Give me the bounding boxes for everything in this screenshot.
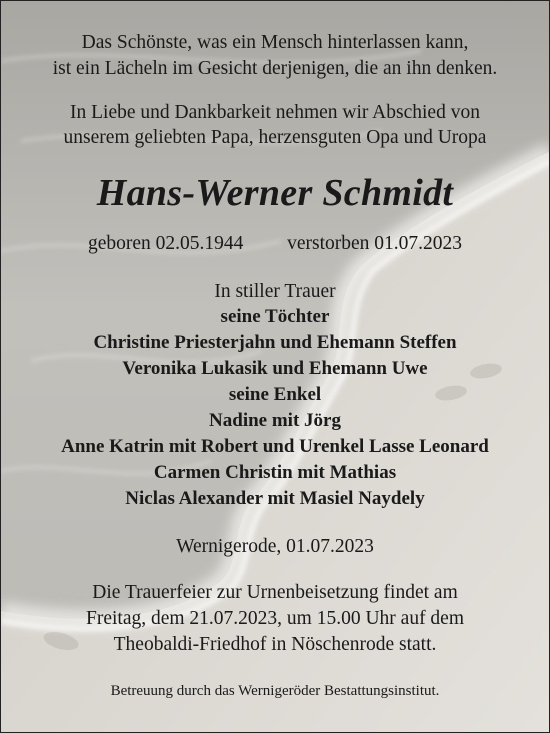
- place-date: Wernigerode, 01.07.2023: [176, 536, 374, 557]
- funeral-line-2: Freitag, dem 21.07.2023, um 15.00 Uhr auf dem: [85, 608, 465, 629]
- verse-line-2: ist ein Lächeln im Gesicht derjenigen, die an ihn denken.: [52, 58, 498, 79]
- mourner-line: Carmen Christin mit Mathias: [153, 462, 397, 483]
- birth-date: geboren 02.05.1944: [87, 233, 244, 254]
- funeral-home-credit: Betreuung durch das Wernigeröder Bestattungsinstitut.: [110, 683, 440, 699]
- funeral-line-3: Theobaldi-Friedhof in Nöschenrode statt.: [113, 634, 437, 655]
- verse-line-1: Das Schönste, was ein Mensch hinterlassen kann,: [81, 32, 469, 53]
- mourner-line: Christine Priesterjahn und Ehemann Steffen: [93, 332, 457, 353]
- deceased-name: Hans-Werner Schmidt: [96, 172, 454, 214]
- mourner-line: seine Töchter: [220, 306, 330, 327]
- mourner-line: seine Enkel: [228, 384, 322, 405]
- mourner-line: Anne Katrin mit Robert und Urenkel Lasse Leonard: [61, 436, 489, 457]
- mourner-line: Niclas Alexander mit Masiel Naydely: [125, 488, 425, 509]
- funeral-line-1: Die Trauerfeier zur Urnenbeisetzung findet am: [92, 582, 458, 603]
- death-date: verstorben 01.07.2023: [287, 233, 463, 254]
- intro-line-1: In Liebe und Dankbarkeit nehmen wir Abschied von: [70, 102, 480, 123]
- life-dates: [1, 233, 549, 255]
- intro-line-2: unserem geliebten Papa, herzensguten Opa und Uropa: [63, 127, 487, 148]
- mourners-heading: In stiller Trauer: [214, 281, 336, 302]
- mourner-line: Veronika Lukasik und Ehemann Uwe: [122, 358, 428, 379]
- mourner-line: Nadine mit Jörg: [209, 410, 341, 431]
